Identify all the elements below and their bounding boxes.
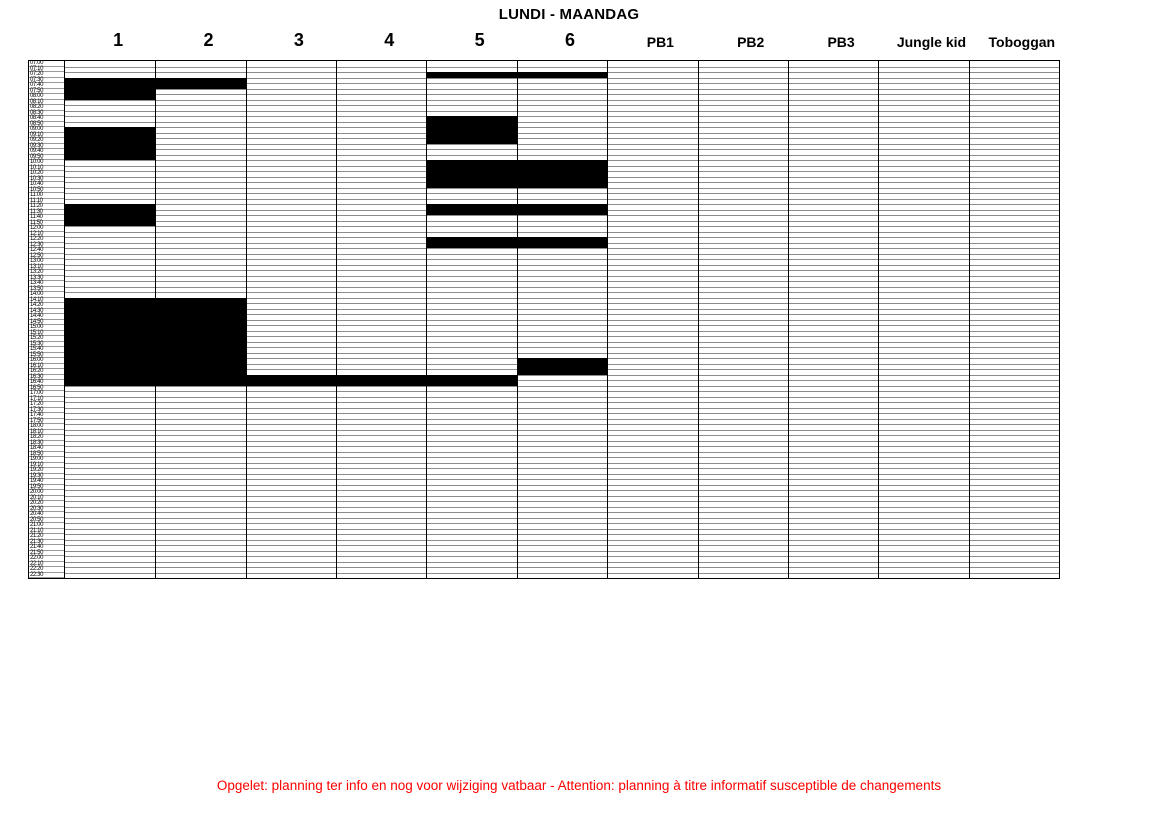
time-label: 13:10 bbox=[29, 265, 65, 271]
occupancy-block bbox=[426, 237, 607, 248]
time-label: 20:50 bbox=[29, 518, 65, 524]
grid-vline bbox=[878, 61, 879, 578]
grid-hline bbox=[65, 474, 1059, 475]
column-header-1: 1 bbox=[113, 30, 124, 50]
occupancy-block bbox=[65, 78, 246, 89]
time-label: 10:50 bbox=[29, 188, 65, 194]
grid-vline bbox=[788, 61, 789, 578]
schedule-grid bbox=[28, 60, 1060, 579]
time-label: 13:30 bbox=[29, 276, 65, 282]
time-label: 20:00 bbox=[29, 490, 65, 496]
time-label: 21:50 bbox=[29, 551, 65, 557]
grid-hline bbox=[65, 501, 1059, 502]
column-header-3: 3 bbox=[293, 30, 304, 50]
time-label: 19:10 bbox=[29, 463, 65, 469]
time-label: 14:00 bbox=[29, 292, 65, 298]
time-label: 22:00 bbox=[29, 556, 65, 562]
time-label: 17:50 bbox=[29, 419, 65, 425]
time-label: 22:30 bbox=[29, 573, 65, 579]
grid-hline bbox=[65, 402, 1059, 403]
column-header-4: 4 bbox=[384, 30, 395, 50]
time-label: 12:20 bbox=[29, 237, 65, 243]
grid-hline bbox=[65, 287, 1059, 288]
time-label: 19:00 bbox=[29, 457, 65, 463]
time-label: 18:30 bbox=[29, 441, 65, 447]
time-label: 15:30 bbox=[29, 342, 65, 348]
time-label: 22:20 bbox=[29, 567, 65, 573]
grid-hline bbox=[65, 391, 1059, 392]
time-label: 13:50 bbox=[29, 287, 65, 293]
time-label: 11:30 bbox=[29, 210, 65, 216]
grid-hline bbox=[65, 479, 1059, 480]
grid-hline bbox=[65, 276, 1059, 277]
time-label: 19:20 bbox=[29, 468, 65, 474]
grid-hline bbox=[65, 199, 1059, 200]
time-label: 16:40 bbox=[29, 380, 65, 386]
time-label: 12:00 bbox=[29, 226, 65, 232]
grid-hline bbox=[65, 540, 1059, 541]
grid-hline bbox=[65, 188, 1059, 189]
time-label: 08:40 bbox=[29, 116, 65, 122]
time-label: 10:20 bbox=[29, 171, 65, 177]
grid-hline bbox=[65, 573, 1059, 574]
grid-hline bbox=[65, 468, 1059, 469]
occupancy-block bbox=[426, 204, 607, 215]
grid-hline bbox=[65, 94, 1059, 95]
time-label: 15:00 bbox=[29, 325, 65, 331]
time-label: 11:20 bbox=[29, 204, 65, 210]
time-label: 11:00 bbox=[29, 193, 65, 199]
grid-hline bbox=[65, 265, 1059, 266]
time-label: 10:30 bbox=[29, 177, 65, 183]
time-label: 07:30 bbox=[29, 78, 65, 84]
occupancy-block bbox=[65, 204, 155, 226]
time-label: 14:10 bbox=[29, 298, 65, 304]
grid-hline bbox=[65, 496, 1059, 497]
grid-hline bbox=[65, 446, 1059, 447]
time-label: 21:00 bbox=[29, 523, 65, 529]
grid-hline bbox=[65, 221, 1059, 222]
grid-hline bbox=[65, 567, 1059, 568]
time-label: 16:50 bbox=[29, 386, 65, 392]
time-label: 19:30 bbox=[29, 474, 65, 480]
time-label: 12:10 bbox=[29, 232, 65, 238]
time-label: 15:40 bbox=[29, 347, 65, 353]
grid-hline bbox=[65, 386, 1059, 387]
time-label: 10:40 bbox=[29, 182, 65, 188]
grid-hline bbox=[65, 122, 1059, 123]
time-label: 17:00 bbox=[29, 391, 65, 397]
time-label: 14:40 bbox=[29, 314, 65, 320]
time-label: 07:00 bbox=[29, 61, 65, 67]
grid-hline bbox=[65, 562, 1059, 563]
grid-hline bbox=[65, 226, 1059, 227]
grid-hline bbox=[65, 435, 1059, 436]
grid-hline bbox=[65, 149, 1059, 150]
grid-hline bbox=[65, 534, 1059, 535]
grid-hline bbox=[65, 138, 1059, 139]
grid-hline bbox=[65, 545, 1059, 546]
time-label: 16:00 bbox=[29, 358, 65, 364]
grid-hline bbox=[65, 270, 1059, 271]
page-title-text: LUNDI - MAANDAG bbox=[498, 6, 640, 23]
column-header-pb3: PB3 bbox=[827, 34, 855, 50]
grid-hline bbox=[65, 408, 1059, 409]
time-label: 09:20 bbox=[29, 138, 65, 144]
time-label: 07:40 bbox=[29, 83, 65, 89]
grid-vline bbox=[336, 61, 337, 578]
occupancy-block bbox=[517, 358, 607, 375]
grid-hline bbox=[65, 424, 1059, 425]
time-label: 16:30 bbox=[29, 375, 65, 381]
grid-hline bbox=[65, 281, 1059, 282]
grid-vline bbox=[246, 61, 247, 578]
time-label: 11:10 bbox=[29, 199, 65, 205]
grid-hline bbox=[65, 441, 1059, 442]
time-label: 14:30 bbox=[29, 309, 65, 315]
time-label: 13:20 bbox=[29, 270, 65, 276]
time-label: 15:10 bbox=[29, 331, 65, 337]
page-title bbox=[0, 6, 1158, 23]
time-label: 11:40 bbox=[29, 215, 65, 221]
occupancy-block bbox=[426, 116, 516, 144]
column-header-pb2: PB2 bbox=[737, 34, 765, 50]
time-label: 18:20 bbox=[29, 435, 65, 441]
grid-hline bbox=[65, 430, 1059, 431]
grid-hline bbox=[65, 100, 1059, 101]
time-axis bbox=[29, 61, 65, 578]
grid-hline bbox=[65, 215, 1059, 216]
time-label: 21:10 bbox=[29, 529, 65, 535]
grid-hline bbox=[65, 413, 1059, 414]
time-label: 09:50 bbox=[29, 155, 65, 161]
grid-hline bbox=[65, 556, 1059, 557]
time-label: 17:40 bbox=[29, 413, 65, 419]
grid-hline bbox=[65, 485, 1059, 486]
grid-hline bbox=[65, 116, 1059, 117]
time-label: 20:40 bbox=[29, 512, 65, 518]
occupancy-block bbox=[426, 72, 607, 78]
time-label: 08:30 bbox=[29, 111, 65, 117]
grid-hline bbox=[65, 292, 1059, 293]
grid-hline bbox=[65, 523, 1059, 524]
grid-hline bbox=[65, 127, 1059, 128]
time-label: 16:10 bbox=[29, 364, 65, 370]
disclaimer-note: Opgelet: planning ter info en nog voor wijziging vatbaar - Attention: planning à titre informatif susceptible de changements bbox=[216, 778, 942, 793]
occupancy-block bbox=[65, 89, 155, 100]
time-label: 08:00 bbox=[29, 94, 65, 100]
grid-hline bbox=[65, 193, 1059, 194]
grid-hline bbox=[65, 419, 1059, 420]
time-label: 18:50 bbox=[29, 452, 65, 458]
column-header-5: 5 bbox=[474, 30, 485, 50]
time-label: 17:10 bbox=[29, 397, 65, 403]
time-label: 09:30 bbox=[29, 144, 65, 150]
column-header-row bbox=[65, 30, 1060, 56]
grid-hline bbox=[65, 507, 1059, 508]
grid-hline bbox=[65, 111, 1059, 112]
grid-hline bbox=[65, 155, 1059, 156]
grid-hline bbox=[65, 463, 1059, 464]
time-label: 11:50 bbox=[29, 221, 65, 227]
time-label: 09:40 bbox=[29, 149, 65, 155]
time-label: 12:40 bbox=[29, 248, 65, 254]
column-header-6: 6 bbox=[564, 30, 575, 50]
time-label: 09:10 bbox=[29, 133, 65, 139]
grid-hline bbox=[65, 518, 1059, 519]
grid-hline bbox=[65, 232, 1059, 233]
grid-hline bbox=[65, 529, 1059, 530]
time-label: 15:50 bbox=[29, 353, 65, 359]
column-header-2: 2 bbox=[203, 30, 214, 50]
time-label: 07:20 bbox=[29, 72, 65, 78]
time-label: 20:20 bbox=[29, 501, 65, 507]
grid-hline bbox=[65, 490, 1059, 491]
grid-hline bbox=[65, 512, 1059, 513]
column-header-pb1: PB1 bbox=[646, 34, 674, 50]
time-label: 09:00 bbox=[29, 127, 65, 133]
grid-vline bbox=[607, 61, 608, 578]
grid-hline bbox=[65, 133, 1059, 134]
grid-hline bbox=[65, 551, 1059, 552]
time-label: 14:20 bbox=[29, 303, 65, 309]
time-label: 18:10 bbox=[29, 430, 65, 436]
time-label: 07:10 bbox=[29, 67, 65, 73]
time-label: 19:50 bbox=[29, 485, 65, 491]
time-label: 08:50 bbox=[29, 122, 65, 128]
grid-hline bbox=[65, 105, 1059, 106]
time-label: 19:40 bbox=[29, 479, 65, 485]
grid-hline bbox=[65, 144, 1059, 145]
column-header-toboggan: Toboggan bbox=[988, 34, 1056, 50]
time-label: 17:20 bbox=[29, 402, 65, 408]
time-label: 21:40 bbox=[29, 545, 65, 551]
time-label: 18:40 bbox=[29, 446, 65, 452]
schedule-plot-area bbox=[65, 61, 1059, 578]
time-label: 10:00 bbox=[29, 160, 65, 166]
grid-hline bbox=[65, 457, 1059, 458]
time-label: 18:00 bbox=[29, 424, 65, 430]
grid-hline bbox=[65, 397, 1059, 398]
column-header-jungle-kid: Jungle kid bbox=[896, 34, 967, 50]
grid-hline bbox=[65, 89, 1059, 90]
grid-hline bbox=[65, 452, 1059, 453]
time-label: 12:30 bbox=[29, 243, 65, 249]
time-label: 08:20 bbox=[29, 105, 65, 111]
time-label: 13:00 bbox=[29, 259, 65, 265]
occupancy-block bbox=[65, 127, 155, 160]
time-label: 20:10 bbox=[29, 496, 65, 502]
grid-vline bbox=[698, 61, 699, 578]
grid-vline bbox=[517, 61, 518, 578]
time-label: 22:10 bbox=[29, 562, 65, 568]
time-label: 15:20 bbox=[29, 336, 65, 342]
grid-hline bbox=[65, 67, 1059, 68]
time-label: 20:30 bbox=[29, 507, 65, 513]
grid-hline bbox=[65, 254, 1059, 255]
time-label: 07:50 bbox=[29, 89, 65, 95]
grid-vline bbox=[969, 61, 970, 578]
occupancy-block bbox=[65, 375, 517, 386]
time-label: 08:10 bbox=[29, 100, 65, 106]
occupancy-block bbox=[65, 298, 246, 375]
grid-hline bbox=[65, 248, 1059, 249]
grid-hline bbox=[65, 259, 1059, 260]
time-label: 12:50 bbox=[29, 254, 65, 260]
time-label: 21:20 bbox=[29, 534, 65, 540]
time-label: 13:40 bbox=[29, 281, 65, 287]
time-label: 21:30 bbox=[29, 540, 65, 546]
time-label: 16:20 bbox=[29, 369, 65, 375]
time-label: 14:50 bbox=[29, 320, 65, 326]
time-label: 10:10 bbox=[29, 166, 65, 172]
time-label: 17:30 bbox=[29, 408, 65, 414]
occupancy-block bbox=[426, 160, 607, 188]
